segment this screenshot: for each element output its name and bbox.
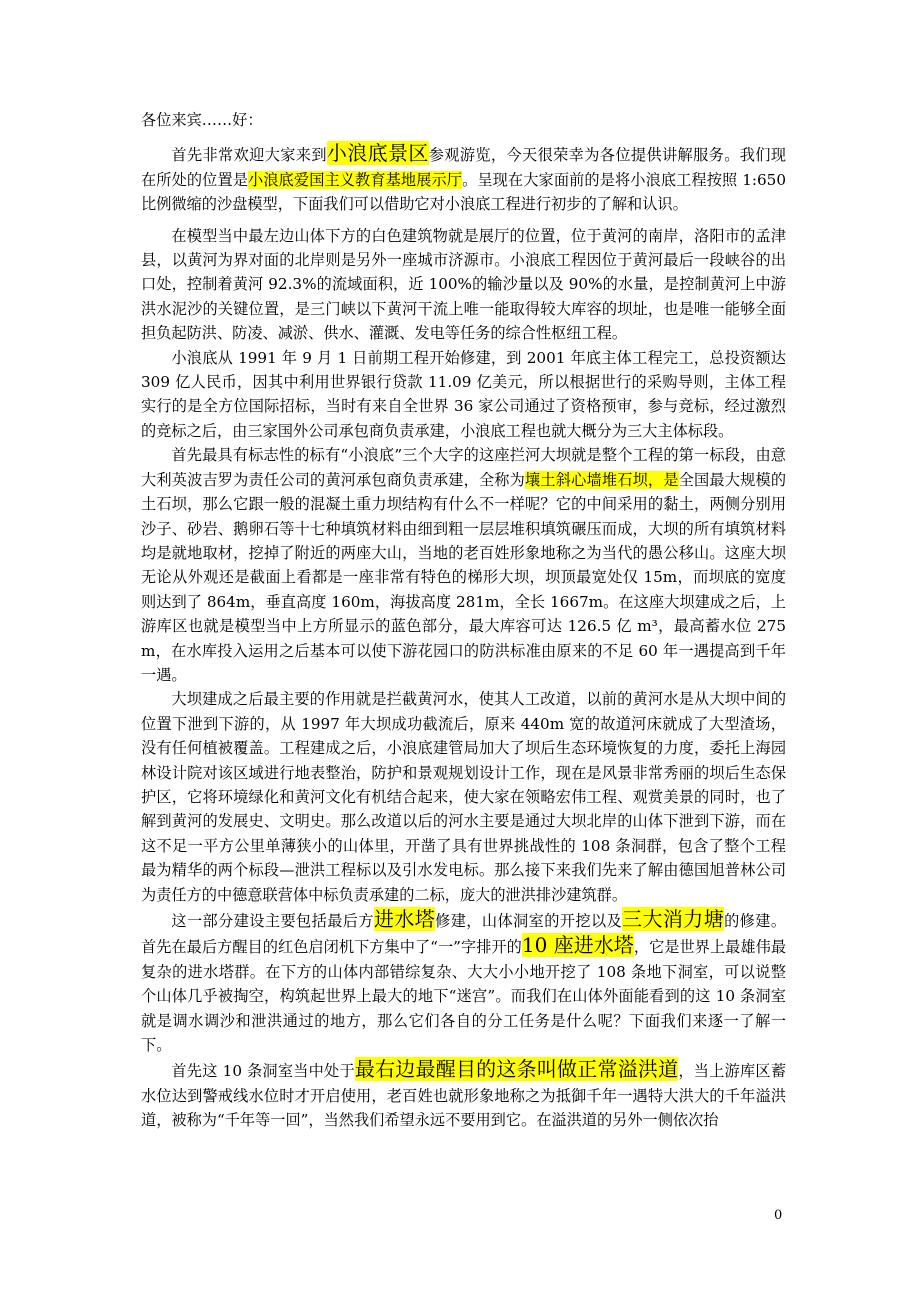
text-run: ，当上游库区蓄水位达到警戒线水位时才开启使用，老百姓也就形象地称之为抵御千年一遇特大洪大的千年溢洪道，被称为“千年等一回”，当然我们希望永远不要用到它。在溢洪道的另外一侧依次抬 <box>141 1062 786 1130</box>
text-run: 全国最大规模的土石坝，那么它跟一般的混凝土重力坝结构有什么不一样呢？它的中间采用的黏土，两侧分别用沙子、砂岩、鹅卵石等十七种填筑材料由细到粗一层层堆积填筑碾压而成，大坝的所有填筑材料均是就地取材，挖掉了附近的两座大山，当地的老百姓形象地称之为当代的愚公移山。这座大坝无论从外观还是截面上看都是一座非常有特色的梯形大坝，坝顶最宽处仅 15m，而坝底的宽度则达到了 864m，垂直高度 160m，海拔高度 281m，全长 1667m。在这座大坝建成之后，上游库区也就是模型当中上方所显示的蓝色部分，最大库容可达 126.5 亿 m³，最高蓄水位 275m，在水库投入运用之后基本可以使下游花园口的防洪标准由原来的不足 60 年一遇提高到千年一遇。 <box>141 470 787 684</box>
text-run: 这一部分建设主要包括最后方 <box>171 912 374 930</box>
text-run: 首先这 10 条洞室当中处于 <box>171 1062 355 1081</box>
highlighted-text: 小浪底景区 <box>326 141 429 166</box>
text-run: ，它是世界上最雄伟最复杂的进水塔群。在下方的山体内部错综复杂、大大小小地开挖了 108 条地下洞室，可以说整个山体几乎被掏空，构筑起世界上最大的地下“迷宫”。而我们在山体外面能看到的这 10 条洞室就是调水调沙和泄洪通过的地方，那么它们各自的分工任务是什么呢？下面我们来逐一了解一下。 <box>141 938 787 1055</box>
text-run: 的修建。首先在最后方醒目的红色启闭机下方集中了“一”字排开的 <box>141 912 787 957</box>
text-run: 小浪底从 1991 年 9 月 1 日前期工程开始修建，到 2001 年底主体工程完工，总投资额达 309 亿人民币，因其中利用世界银行贷款 11.09 亿美元，所以根据世行的采购导则，主体工程实行的是全方位国际招标，当时有来自全世界 36 家公司通过了资格预审，参与竞标，经过激烈的竞标之后，由三家国外公司承包商负责承建，小浪底工程也就大概分为三大主体标段。 <box>141 348 786 440</box>
paragraph <box>141 907 786 1057</box>
highlighted-text: 三大消力塘 <box>622 907 725 931</box>
paragraph <box>141 687 786 907</box>
page-number: 0 <box>774 1208 783 1223</box>
highlighted-text: 10 座进水塔 <box>521 933 634 958</box>
highlighted-text: 小浪底爱国主义教育基地展示厅 <box>248 170 463 189</box>
text-run: 。呈现在大家面前的是将小浪底工程按照 1:650 比例微缩的沙盘模型，下面我们可以借助它对小浪底工程进行初步的了解和认识。 <box>141 170 787 214</box>
text-run: 参观游览，今天很荣幸为各位提供讲解服务。我们现在所处的位置是 <box>141 146 787 189</box>
highlighted-text: 最右边最醒目的这条叫做正常溢洪道 <box>354 1057 679 1082</box>
text-run: 首先最具有标志性的标有“小浪底”三个大字的这座拦河大坝就是整个工程的第一标段，由意大利英波吉罗为责任公司的黄河承包商负责承建，全称为 <box>141 446 786 489</box>
salutation: 各位来宾……好： <box>141 111 263 129</box>
paragraph <box>141 224 786 346</box>
paragraph <box>141 346 786 444</box>
paragraph <box>141 141 786 216</box>
text-run: 大坝建成之后最主要的作用就是拦截黄河水，使其人工改道，以前的黄河水是从大坝中间的位置下泄到下游的，从 1997 年大坝成功截流后，原来 440m 宽的故道河床就成了大型渣场，没有任何植被覆盖。工程建成之后，小浪底建管局加大了坝后生态环境恢复的力度，委托上海园林设计院对该区域进行地表整治，防护和景观规划设计工作，现在是风景非常秀丽的坝后生态保护区，它将环境绿化和黄河文化有机结合起来，使大家在领略宏伟工程、观赏美景的同时，也了解到黄河的发展史、文明史。那么改道以后的河水主要是通过大坝北岸的山体下泄到下游，而在这不足一平方公里单薄狭小的山体里，开凿了具有世界挑战性的 108 条洞群，包含了整个工程最为精华的两个标段—泄洪工程标以及引水发电标。那么接下来我们先来了解由德国旭普林公司为责任方的中德意联营体中标负责承建的二标，庞大的泄洪排沙建筑群。 <box>141 690 786 904</box>
paragraph <box>141 1057 786 1132</box>
highlighted-text: 壤土斜心墙堆石坝，是 <box>525 470 679 489</box>
document-body <box>141 108 786 1133</box>
text-run: 在模型当中最左边山体下方的白色建筑物就是展厅的位置，位于黄河的南岸，洛阳市的孟津县，以黄河为界对面的北岸则是另外一座城市济源市。小浪底工程因位于黄河最后一段峡谷的出口处，控制着黄河 92.3%的流域面积，近 100%的输沙量以及 90%的水量，是控制黄河上中游洪水泥沙的关键位置，是三门峡以下黄河干流上唯一能取得较大库容的坝址，也是唯一能够全面担负起防洪、防凌、减淤、供水、灌溉、发电等任务的综合性枢纽工程。 <box>141 226 786 343</box>
highlighted-text: 进水塔 <box>373 907 436 931</box>
paragraph <box>141 443 786 687</box>
paragraphs <box>141 141 786 1132</box>
text-run: 修建，山体洞室的开挖以及 <box>435 912 623 930</box>
text-run: 首先非常欢迎大家来到 <box>171 146 327 165</box>
